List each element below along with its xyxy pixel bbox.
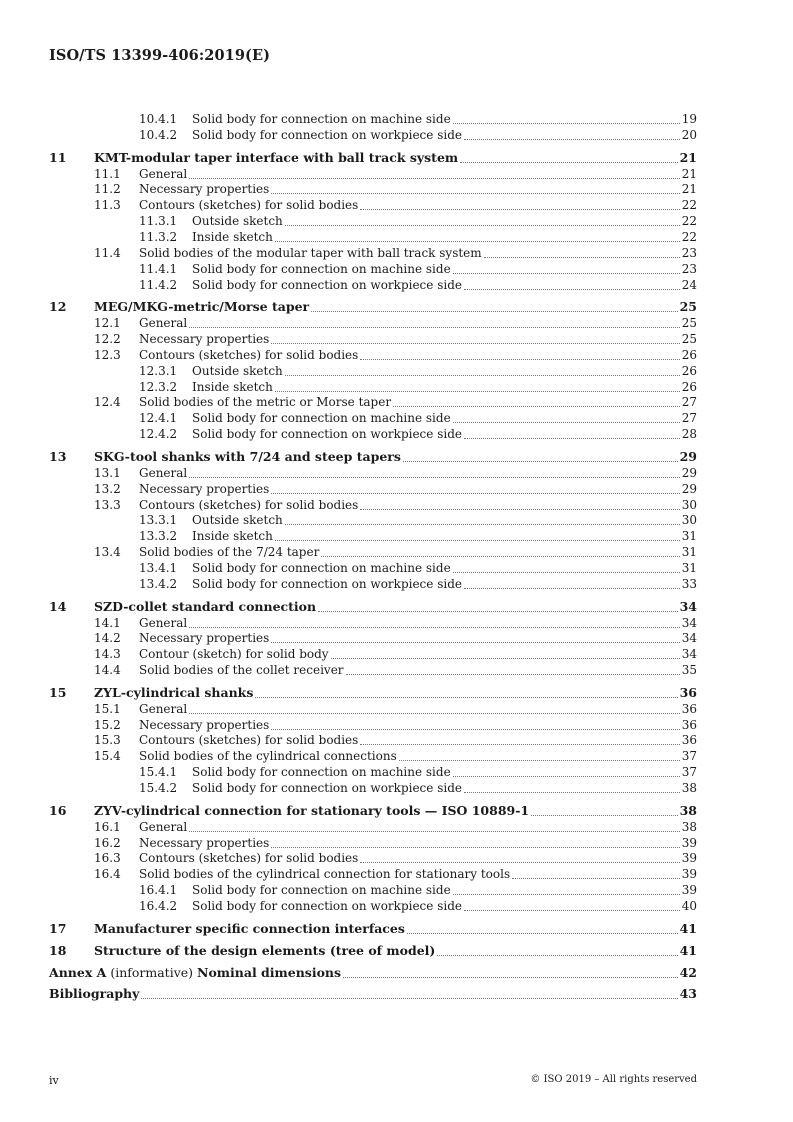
toc-leader-dots	[453, 422, 680, 423]
toc-entry-number: 12.4.2	[139, 427, 178, 442]
toc-entry-page: 29	[681, 481, 697, 496]
toc-entry-number: 11.4.1	[139, 261, 178, 276]
toc-entry[interactable]	[0, 166, 793, 182]
toc-entry-page: 25	[679, 299, 697, 315]
toc-entry-page: 31	[681, 560, 697, 575]
toc-entry-page: 42	[679, 964, 697, 980]
toc-entry-page: 28	[681, 427, 697, 442]
toc-entry-number: 11.1	[94, 166, 121, 181]
toc-entry-number: 14.3	[94, 647, 121, 662]
toc-leader-dots	[453, 273, 680, 274]
toc-entry[interactable]	[0, 127, 793, 143]
toc-entry[interactable]	[0, 685, 793, 701]
toc-leader-dots	[271, 642, 679, 643]
toc-entry-number: 13.1	[94, 465, 121, 480]
toc-entry[interactable]	[0, 646, 793, 662]
toc-entry-title: Solid body for connection on machine side	[192, 112, 451, 126]
toc-entry-title: Solid bodies of the metric or Morse taper	[139, 395, 392, 410]
toc-entry-title: Solid body for connection on workpiece side	[192, 127, 462, 142]
toc-entry-title: Solid body for connection on machine side	[192, 560, 451, 575]
toc-entry-number: 13.3.2	[139, 529, 178, 544]
toc-entry-title: Necessary properties	[139, 835, 270, 850]
toc-entry[interactable]	[0, 111, 793, 127]
toc-leader-dots	[189, 627, 679, 628]
toc-entry-title: Contours (sketches) for solid bodies	[139, 198, 359, 213]
toc-entry-title: Structure of the design elements (tree of model)	[94, 942, 436, 958]
toc-entry-title: MEG/MKG-metric/Morse taper	[94, 299, 310, 315]
toc-entry-page: 39	[681, 883, 697, 898]
toc-leader-dots	[271, 493, 679, 494]
toc-entry-number: 13.2	[94, 481, 121, 496]
toc-entry[interactable]	[0, 426, 793, 442]
toc-entry[interactable]	[0, 481, 793, 497]
toc-entry-title: General	[139, 819, 188, 834]
toc-entry-page: 39	[681, 867, 697, 882]
toc-entry-page: 26	[681, 347, 697, 362]
toc-entry[interactable]	[0, 965, 793, 981]
toc-entry-page: 38	[681, 781, 697, 795]
toc-leader-dots	[189, 831, 679, 832]
toc-entry-number: 16.4	[94, 867, 121, 882]
toc-entry[interactable]	[0, 528, 793, 544]
toc-entry-number: 13.3.1	[139, 513, 178, 528]
toc-entry-title: Necessary properties	[139, 631, 270, 646]
toc-entry-number: 14.4	[94, 663, 121, 678]
toc-entry[interactable]	[0, 866, 793, 882]
toc-entry-number: 16	[49, 802, 67, 818]
toc-entry[interactable]	[0, 347, 793, 363]
toc-entry-page: 38	[679, 802, 697, 818]
toc-entry-title: Solid body for connection on workpiece side	[192, 898, 462, 913]
toc-entry-title: Solid body for connection on workpiece side	[192, 576, 462, 591]
toc-entry[interactable]	[0, 662, 793, 678]
toc-entry-title: KMT-modular taper interface with ball track system	[94, 149, 459, 165]
toc-entry-title	[49, 965, 341, 981]
toc-entry-title: Solid bodies of the cylindrical connections	[139, 749, 397, 764]
toc-leader-dots	[437, 955, 677, 956]
toc-entry-title: Necessary properties	[139, 182, 270, 197]
toc-entry-number: 16.4.1	[139, 883, 178, 898]
toc-leader-dots	[189, 713, 679, 714]
toc-leader-dots	[453, 776, 680, 777]
toc-entry-title: Necessary properties	[139, 332, 270, 347]
toc-leader-dots	[285, 225, 680, 226]
toc-entry-number: 11.3.2	[139, 229, 178, 244]
toc-entry-page: 21	[679, 149, 697, 165]
toc-leader-dots	[275, 391, 680, 392]
toc-entry-title: Manufacturer specific connection interfaces	[94, 920, 405, 936]
toc-entry[interactable]	[0, 560, 793, 576]
toc-entry-number: 12.3.1	[139, 363, 178, 378]
toc-entry-title: Contours (sketches) for solid bodies	[139, 733, 359, 748]
toc-entry-page: 19	[681, 112, 697, 126]
toc-entry-title: SZD-collet standard connection	[94, 598, 317, 614]
toc-entry-number: 15.4.2	[139, 781, 178, 795]
toc-leader-dots	[464, 139, 680, 140]
toc-leader-dots	[512, 878, 680, 879]
toc-entry-page: 29	[679, 449, 697, 464]
toc-leader-dots	[360, 744, 679, 745]
toc-entry-number: 15.2	[94, 717, 121, 732]
toc-leader-dots	[360, 862, 679, 863]
toc-entry-page: 37	[681, 749, 697, 764]
toc-leader-dots	[464, 588, 680, 589]
toc-entry[interactable]	[0, 245, 793, 261]
annex-type: (informative)	[106, 964, 198, 980]
toc-entry-number: 16.2	[94, 835, 121, 850]
toc-entry-title: Contour (sketch) for solid body	[139, 647, 329, 662]
toc-entry[interactable]	[0, 363, 793, 379]
toc-entry[interactable]	[0, 701, 793, 717]
toc-entry-number: 15.4	[94, 749, 121, 764]
toc-entry[interactable]	[0, 615, 793, 631]
toc-leader-dots	[331, 658, 680, 659]
toc-entry-title: Necessary properties	[139, 481, 270, 496]
toc-entry-title: Contours (sketches) for solid bodies	[139, 347, 359, 362]
toc-leader-dots	[275, 241, 680, 242]
annex-label: Annex A	[49, 964, 107, 980]
toc-entry[interactable]	[0, 315, 793, 331]
toc-entry[interactable]	[0, 449, 793, 465]
toc-entry-title: Solid body for connection on machine side	[192, 411, 451, 426]
toc-entry[interactable]	[0, 394, 793, 410]
toc-leader-dots	[285, 524, 680, 525]
toc-entry-title: General	[139, 316, 188, 331]
toc-leader-dots	[189, 477, 679, 478]
toc-entry[interactable]	[0, 835, 793, 851]
toc-entry[interactable]	[0, 630, 793, 646]
toc-entry-number: 11.4.2	[139, 277, 178, 292]
toc-entry-number: 12.4.1	[139, 411, 178, 426]
toc-entry-number: 11	[49, 149, 67, 165]
toc-entry-number: 13.4.2	[139, 576, 178, 591]
toc-entry-number: 11.3	[94, 198, 121, 213]
toc-entry-number: 13.4.1	[139, 560, 178, 575]
toc-entry-page: 41	[679, 920, 697, 936]
toc-entry-number: 13	[49, 449, 67, 464]
toc-entry-page: 22	[681, 214, 697, 229]
toc-entry-page: 23	[681, 261, 697, 276]
toc-entry[interactable]	[0, 181, 793, 197]
toc-leader-dots	[141, 998, 677, 999]
toc-entry-number: 13.3	[94, 497, 121, 512]
toc-entry[interactable]	[0, 544, 793, 560]
toc-entry-number: 10.4.2	[139, 127, 178, 142]
toc-entry-page: 21	[681, 166, 697, 181]
toc-entry-page: 31	[681, 529, 697, 544]
toc-leader-dots	[311, 311, 677, 312]
toc-entry-page: 34	[681, 647, 697, 662]
toc-entry-title: Solid body for connection on workpiece side	[192, 277, 462, 292]
toc-entry[interactable]	[0, 898, 793, 914]
toc-leader-dots	[453, 894, 680, 895]
toc-leader-dots	[360, 509, 679, 510]
toc-entry-number: 11.2	[94, 182, 121, 197]
toc-entry-number: 12	[49, 299, 67, 315]
toc-entry-title: Contours (sketches) for solid bodies	[139, 497, 359, 512]
toc-entry-title: Solid body for connection on workpiece side	[192, 781, 462, 795]
toc-entry-page: 31	[681, 545, 697, 560]
toc-entry-number: 11.3.1	[139, 214, 178, 229]
toc-leader-dots	[399, 760, 680, 761]
toc-entry[interactable]	[0, 732, 793, 748]
toc-entry-page: 36	[679, 684, 697, 700]
toc-entry-page: 24	[681, 277, 697, 292]
toc-entry-page: 41	[679, 942, 697, 958]
toc-leader-dots	[271, 847, 679, 848]
toc-leader-dots	[346, 674, 680, 675]
toc-entry[interactable]	[0, 986, 793, 1002]
toc-entry-number: 12.3.2	[139, 379, 178, 394]
toc-entry-page: 29	[681, 465, 697, 480]
toc-entry-number: 15.4.1	[139, 765, 178, 780]
annex-title: Nominal dimensions	[197, 964, 342, 980]
toc-entry[interactable]	[0, 150, 793, 166]
toc-entry-page: 27	[681, 411, 697, 426]
toc-entry-page: 25	[681, 332, 697, 347]
toc-entry-page: 33	[681, 576, 697, 591]
toc-entry[interactable]	[0, 213, 793, 229]
toc-leader-dots	[189, 327, 679, 328]
toc-entry-number: 16.1	[94, 819, 121, 834]
toc-entry[interactable]	[0, 576, 793, 592]
toc-entry-page: 23	[681, 245, 697, 260]
toc-entry-number: 11.4	[94, 245, 121, 260]
toc-entry-page: 25	[681, 316, 697, 331]
toc-entry-page: 37	[681, 765, 697, 780]
toc-leader-dots	[484, 257, 680, 258]
toc-entry-title: Outside sketch	[192, 214, 283, 229]
toc-entry-number: 12.4	[94, 395, 121, 410]
toc-entry-page: 36	[681, 717, 697, 732]
document-id-header: ISO/TS 13399-406:2019(E)	[49, 47, 271, 64]
toc-entry-page: 30	[681, 497, 697, 512]
toc-entry-page: 22	[681, 198, 697, 213]
toc-entry[interactable]	[0, 261, 793, 277]
toc-entry-page: 39	[681, 835, 697, 850]
toc-entry-number: 14.1	[94, 615, 121, 630]
toc-entry-page: 36	[681, 733, 697, 748]
toc-entry-number: 12.1	[94, 316, 121, 331]
toc-entry[interactable]	[0, 850, 793, 866]
toc-entry-number: 12.3	[94, 347, 121, 362]
toc-entry[interactable]	[0, 748, 793, 764]
toc-entry-number: 16.3	[94, 851, 121, 866]
toc-entry-title: General	[139, 615, 188, 630]
toc-entry-title: Solid bodies of the cylindrical connection for stationary tools	[139, 867, 511, 882]
toc-entry-number: 14.2	[94, 631, 121, 646]
toc-entry-title: General	[139, 166, 188, 181]
toc-leader-dots	[271, 729, 679, 730]
toc-entry-page: 34	[681, 631, 697, 646]
toc-entry-title: Solid body for connection on machine side	[192, 261, 451, 276]
toc-entry-number: 15	[49, 684, 67, 700]
toc-entry-page: 30	[681, 513, 697, 528]
toc-entry-number: 15.3	[94, 733, 121, 748]
toc-entry-title: General	[139, 465, 188, 480]
toc-entry[interactable]	[0, 379, 793, 395]
toc-entry-title: Outside sketch	[192, 513, 283, 528]
toc-entry-page: 35	[681, 663, 697, 678]
toc-entry[interactable]	[0, 497, 793, 513]
toc-leader-dots	[189, 178, 679, 179]
toc-leader-dots	[360, 209, 679, 210]
toc-leader-dots	[343, 977, 678, 978]
toc-leader-dots	[453, 572, 680, 573]
toc-entry[interactable]	[0, 410, 793, 426]
toc-leader-dots	[407, 933, 678, 934]
toc-entry-number: 13.4	[94, 545, 121, 560]
toc-leader-dots	[255, 697, 677, 698]
toc-entry[interactable]	[0, 780, 793, 796]
toc-entry-title: Inside sketch	[192, 229, 273, 244]
toc-entry-title: Bibliography	[49, 986, 140, 1002]
toc-leader-dots	[531, 815, 677, 816]
toc-entry[interactable]	[0, 882, 793, 898]
toc-leader-dots	[464, 792, 680, 793]
toc-entry-page: 21	[681, 182, 697, 197]
toc-leader-dots	[464, 289, 680, 290]
toc-entry[interactable]	[0, 803, 793, 819]
toc-entry-title: Solid bodies of the collet receiver	[139, 663, 344, 678]
toc-entry-title: Solid bodies of the modular taper with ball track system	[139, 245, 482, 260]
toc-entry-number: 16.4.2	[139, 898, 178, 913]
toc-entry-title: Solid body for connection on machine side	[192, 883, 451, 898]
toc-leader-dots	[460, 162, 677, 163]
toc-leader-dots	[464, 910, 680, 911]
toc-entry-number: 15.1	[94, 701, 121, 716]
toc-entry-number: 14	[49, 598, 67, 614]
page-number: iv	[49, 1074, 59, 1087]
toc-entry[interactable]	[0, 921, 793, 937]
toc-entry-number: 17	[49, 920, 67, 936]
toc-entry-title: SKG-tool shanks with 7/24 and steep tapers	[94, 449, 401, 464]
toc-entry-title: Contours (sketches) for solid bodies	[139, 851, 359, 866]
toc-entry[interactable]	[0, 331, 793, 347]
toc-entry-number: 12.2	[94, 332, 121, 347]
toc-entry[interactable]	[0, 197, 793, 213]
toc-entry-page: 40	[681, 898, 697, 913]
toc-entry-page: 43	[679, 986, 697, 1002]
toc-entry[interactable]	[0, 277, 793, 293]
toc-entry[interactable]	[0, 819, 793, 835]
toc-leader-dots	[403, 461, 678, 462]
toc-leader-dots	[464, 438, 680, 439]
toc-leader-dots	[271, 343, 679, 344]
toc-entry[interactable]	[0, 229, 793, 245]
toc-entry-title: Inside sketch	[192, 529, 273, 544]
toc-leader-dots	[285, 375, 680, 376]
toc-entry-page: 34	[679, 598, 697, 614]
toc-entry[interactable]	[0, 299, 793, 315]
toc-entry-title: ZYL-cylindrical shanks	[94, 684, 254, 700]
toc-entry-page: 26	[681, 363, 697, 378]
toc-entry[interactable]	[0, 764, 793, 780]
toc-leader-dots	[321, 556, 679, 557]
toc-entry-page: 34	[681, 615, 697, 630]
toc-entry-page: 26	[681, 379, 697, 394]
toc-entry[interactable]	[0, 943, 793, 959]
toc-entry-page: 39	[681, 851, 697, 866]
toc-entry-page: 36	[681, 701, 697, 716]
toc-entry-page: 38	[681, 819, 697, 834]
toc-leader-dots	[318, 611, 678, 612]
toc-entry-title: Inside sketch	[192, 379, 273, 394]
toc-entry-title: Outside sketch	[192, 363, 283, 378]
toc-entry-number: 10.4.1	[139, 112, 178, 126]
toc-entry-title: Solid body for connection on machine side	[192, 765, 451, 780]
copyright-notice: © ISO 2019 – All rights reserved	[530, 1074, 697, 1085]
toc-entry-title: ZYV-cylindrical connection for stationary tools — ISO 10889-1	[94, 802, 530, 818]
toc-leader-dots	[393, 406, 680, 407]
toc-entry[interactable]	[0, 717, 793, 733]
toc-leader-dots	[453, 123, 680, 124]
toc-leader-dots	[275, 540, 680, 541]
toc-entry-title: Solid body for connection on workpiece side	[192, 427, 462, 442]
toc-entry-title: Necessary properties	[139, 717, 270, 732]
toc-entry-page: 20	[681, 127, 697, 142]
toc-entry-number: 18	[49, 942, 67, 958]
toc-entry[interactable]	[0, 465, 793, 481]
toc-entry-title: General	[139, 701, 188, 716]
toc-entry[interactable]	[0, 599, 793, 615]
toc-entry[interactable]	[0, 512, 793, 528]
toc-entry-page: 22	[681, 229, 697, 244]
toc-entry-page: 27	[681, 395, 697, 410]
toc-entry-title: Solid bodies of the 7/24 taper	[139, 545, 320, 560]
toc-leader-dots	[271, 193, 679, 194]
toc-leader-dots	[360, 359, 679, 360]
